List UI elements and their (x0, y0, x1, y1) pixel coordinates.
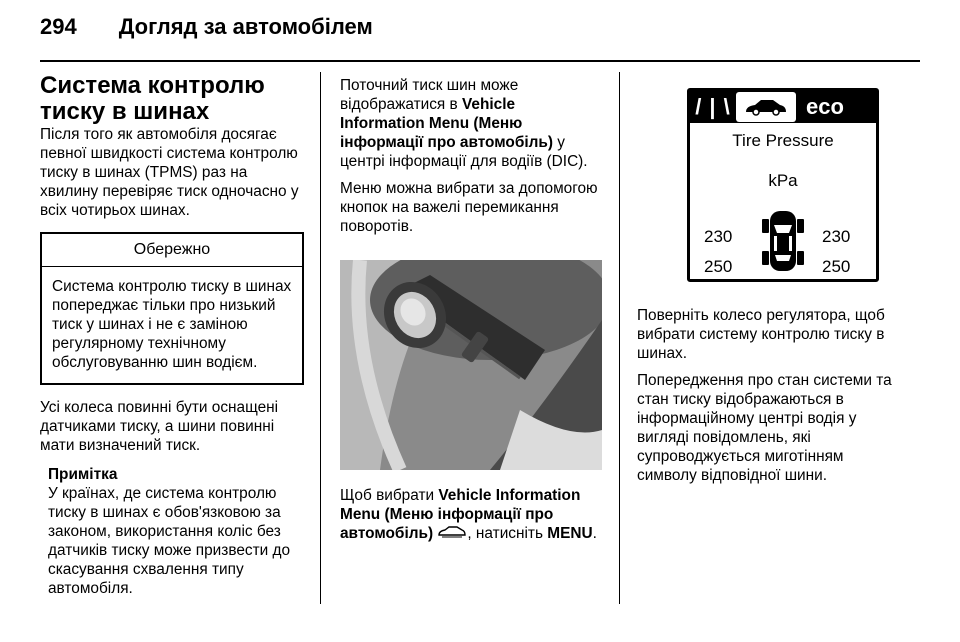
column-2 (340, 76, 602, 543)
front-right-pressure: 230 (822, 227, 851, 246)
column-divider (619, 72, 620, 604)
dic-top-bar (690, 91, 876, 123)
menu-name: Vehicle Information Menu (Меню інформації про автомобіль) (340, 96, 553, 151)
column-3 (637, 306, 903, 485)
buttons-paragraph: Меню можна вибрати за допомогою кнопок на важелі перемикання поворотів. (340, 180, 598, 235)
intro-paragraph: Після того як автомобіля досягає певної швидкості система контролю тиску в шинах (TPMS) раз на хвилину перевіряє тиск одночасно у всіх чотирьох шинах. (40, 126, 299, 219)
select-paragraph (340, 486, 602, 543)
note-block (40, 465, 304, 598)
turn-signal-lever-photo (340, 260, 602, 470)
column-1 (40, 73, 304, 598)
topic-title: Система контролю тиску в шинах (40, 72, 265, 125)
page-header (40, 14, 373, 44)
page-number: 294 (40, 14, 77, 39)
text-run: , натисніть (467, 525, 548, 542)
text-run: Щоб вибрати (340, 487, 439, 504)
header-rule (40, 60, 920, 62)
dic-title: Tire Pressure (732, 131, 834, 150)
note-text: У країнах, де система контролю тиску в шинах є обов'язковою за законом, використання коліс без датчиків тиску може призвести до скасування схвалення типу автомобіля. (48, 485, 291, 597)
car-icon (437, 526, 467, 538)
text-run: у центрі інформації для водіїв (DIC). (340, 134, 588, 170)
dic-paragraph (340, 76, 602, 171)
regulator-paragraph: Поверніть колесо регулятора, щоб вибрати систему контролю тиску в шинах. (637, 307, 885, 362)
dic-display-illustration (657, 76, 900, 286)
text-run: . (592, 525, 597, 542)
front-left-pressure: 230 (704, 227, 733, 246)
dic-unit: kPa (768, 171, 798, 190)
lever-illustration (340, 260, 602, 470)
car-top-view-icon (762, 211, 804, 271)
dic-slashes: / | \ (695, 94, 731, 119)
sensors-paragraph: Усі колеса повинні бути оснащені датчиками тиску, а шини повинні мати визначений тиск. (40, 399, 279, 454)
menu-button-label: MENU (547, 525, 593, 542)
caution-title: Обережно (42, 234, 302, 267)
rear-left-pressure: 250 (704, 257, 733, 276)
caution-text: Система контролю тиску в шинах попереджає тільки про низький тиск у шинах і не є заміною регулярному технічному обслуговуванню шин водієм. (52, 278, 292, 371)
warnings-paragraph: Попередження про стан системи та стан тиску відображаються в інформаційному центрі водія у вигляді повідомлень, які супроводжується миготінням символу відповідної шини. (637, 372, 892, 484)
caution-box (40, 232, 304, 385)
dic-eco-label: eco (806, 94, 844, 119)
dic-screen (687, 88, 879, 282)
column-divider (320, 72, 321, 604)
rear-right-pressure: 250 (822, 257, 851, 276)
car-icon (736, 92, 796, 122)
text-run: Поточний тиск шин може відображатися в (340, 77, 519, 113)
menu-name: Vehicle Information Menu (Меню інформації про автомобіль) (340, 487, 581, 542)
note-title: Примітка (48, 466, 118, 483)
section-title: Догляд за автомобілем (118, 14, 373, 39)
